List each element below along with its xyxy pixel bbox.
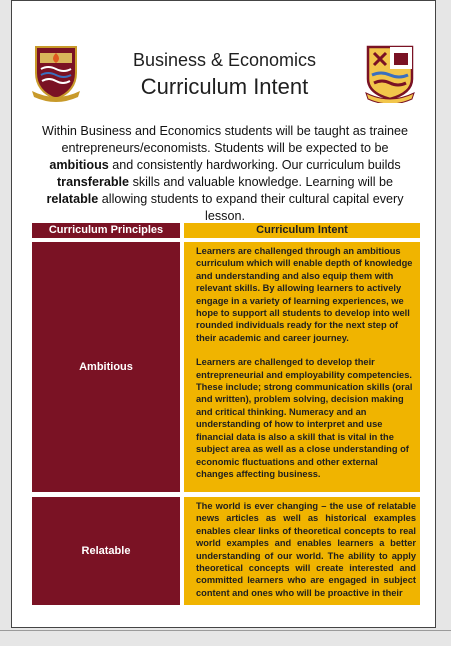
title-line-2: Curriculum Intent [140, 74, 309, 99]
intro-text-3: skills and valuable knowledge. Learning will be [129, 175, 394, 189]
title-line-1: Business & Economics [132, 50, 317, 70]
header-curriculum-intent: Curriculum Intent [184, 223, 420, 238]
school-crest-left-icon [30, 43, 82, 103]
intro-relatable: relatable [46, 192, 99, 206]
intent-cell-relatable [184, 497, 420, 605]
intent-paragraph: Learners are challenged to develop their entrepreneurial and employability competencies. These include; strong communication skills (oral and written), problem solving, decision making and critical thinking. Numeracy and an understanding of how to interpret and use financial data is also a skill that is vital in the subject area as well as a close understanding of economic fluctuations and other external changes affecting business. [196, 357, 413, 479]
principle-label: Relatable [81, 545, 131, 557]
intro-paragraph [36, 123, 414, 225]
intro-text-1: Within Business and Economics students will be taught as trainee entrepreneurs/economists. Students will be expected to be [41, 124, 409, 155]
intent-cell-ambitious [184, 242, 420, 492]
principle-cell-relatable [32, 497, 180, 605]
document-title [82, 49, 367, 101]
header-curriculum-principles: Curriculum Principles [32, 223, 180, 238]
intro-text-4: allowing students to expand their cultural capital every lesson. [98, 192, 404, 223]
intent-paragraph: The world is ever changing – the use of relatable news articles as well as historical examples enables clear links of theoretical concepts to real world examples and enables learners a better understanding of our world. The ability to apply theoretical concepts will create interested and committed learners who are engaged in subject content and ones who will be proactive in their [196, 501, 416, 598]
intro-ambitious: ambitious [49, 158, 109, 172]
intro-text-2: and consistently hardworking. Our curriculum builds [108, 158, 401, 172]
school-crest-right-icon [364, 43, 416, 103]
page-divider [0, 630, 451, 631]
document-page [11, 0, 436, 628]
intro-transferable: transferable [56, 175, 130, 189]
principle-cell-ambitious [32, 242, 180, 492]
intent-paragraph: Learners are challenged through an ambitious curriculum which will enable depth of knowledge and understanding and also equip them with relevant skills. By allowing learners to actively engage in a variety of learning experiences, we hope to support all students to develop into well rounded individuals ready for the next step of their academic and career journey. [196, 246, 413, 343]
principle-label: Ambitious [79, 361, 133, 373]
